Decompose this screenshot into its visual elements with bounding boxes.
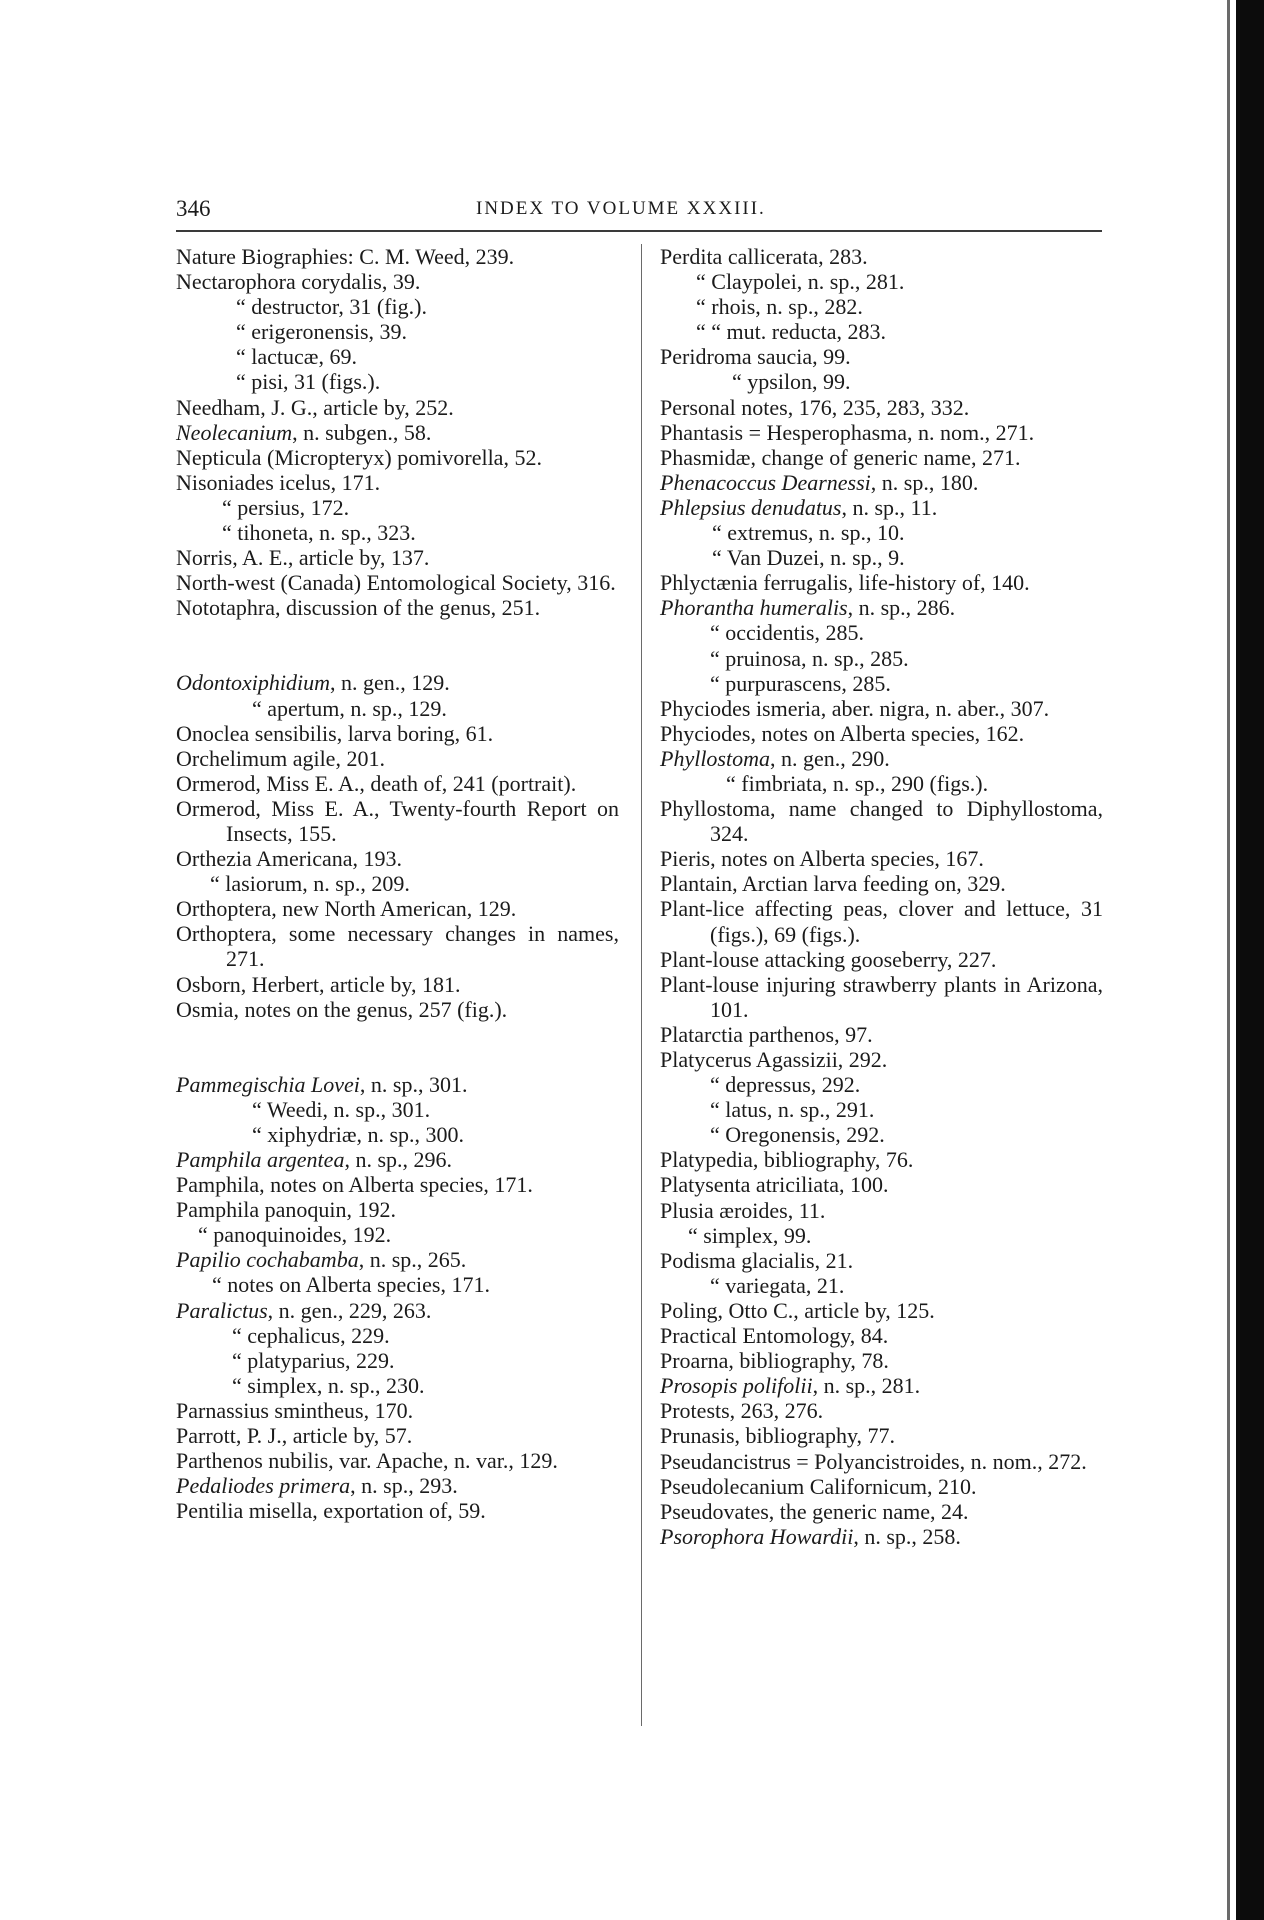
index-entry: “ erigeronensis, 39. (236, 319, 408, 345)
index-entry: Psorophora Howardii, n. sp., 258. (660, 1523, 961, 1549)
index-entry: Pentilia misella, exportation of, 59. (176, 1498, 486, 1524)
index-entry: Plant-louse attacking gooseberry, 227. (660, 946, 997, 972)
index-entry: Peridroma saucia, 99. (660, 344, 851, 370)
index-entry: Parnassius smintheus, 170. (176, 1397, 414, 1423)
index-entry: “ extremus, n. sp., 10. (712, 520, 905, 546)
section-gap (176, 620, 619, 670)
index-entry: Needham, J. G., article by, 252. (176, 394, 454, 420)
index-entry: “ occidentis, 285. (710, 620, 864, 646)
index-entry: Plant-louse injuring strawberry plants in Arizona, 101. (660, 971, 1103, 1022)
index-entry: Platycerus Agassizii, 292. (660, 1047, 888, 1072)
index-entry: “ lactucæ, 69. (236, 344, 357, 370)
index-entry: Proarna, bibliography, 78. (660, 1348, 889, 1374)
index-entry: Pseudolecanium Californicum, 210. (660, 1473, 977, 1499)
index-entry: Orthoptera, some necessary changes in names, 271. (176, 921, 619, 972)
index-entry: Orthoptera, new North American, 129. (176, 896, 517, 922)
index-entry: Phlepsius denudatus, n. sp., 11. (660, 494, 938, 520)
index-entry: “ rhois, n. sp., 282. (696, 294, 863, 320)
index-entry: “ “ mut. reducta, 283. (696, 319, 886, 345)
index-entry: Orthezia Americana, 193. (176, 846, 403, 872)
index-entry: “ Weedi, n. sp., 301. (252, 1096, 431, 1122)
page-header (176, 196, 1102, 226)
index-entry: Neolecanium, n. subgen., 58. (176, 419, 432, 445)
index-entry: Odontoxiphidium, n. gen., 129. (176, 670, 450, 696)
index-entry: Pamphila panoquin, 192. (176, 1197, 396, 1223)
header-rule (176, 230, 1102, 232)
index-entry: “ purpurascens, 285. (710, 670, 891, 696)
index-entry: Pseudovates, the generic name, 24. (660, 1498, 969, 1524)
index-entry: North-west (Canada) Entomological Society, 316. (176, 570, 616, 596)
page-edge (1236, 0, 1264, 1920)
index-entry: Podisma glacialis, 21. (660, 1247, 854, 1273)
index-entry: “ cephalicus, 229. (232, 1322, 390, 1348)
index-entry: Pamphila argentea, n. sp., 296. (176, 1147, 452, 1172)
index-entry: Pammegischia Lovei, n. sp., 301. (176, 1071, 468, 1097)
index-entry: Platarctia parthenos, 97. (660, 1021, 873, 1047)
index-entry: Perdita callicerata, 283. (660, 244, 868, 269)
index-entry: Ormerod, Miss E. A., Twenty-fourth Report on Insects, 155. (176, 795, 619, 846)
index-entry: Practical Entomology, 84. (660, 1323, 889, 1349)
index-entry: “ fimbriata, n. sp., 290 (figs.). (726, 770, 989, 796)
column-divider (641, 244, 642, 1726)
index-entry: Personal notes, 176, 235, 283, 332. (660, 394, 970, 420)
index-entry: “ simplex, n. sp., 230. (232, 1372, 425, 1398)
section-gap (176, 1022, 619, 1072)
index-entry: Phantasis = Hesperophasma, n. nom., 271. (660, 419, 1035, 445)
index-entry: Nectarophora corydalis, 39. (176, 269, 421, 295)
index-entry: “ depressus, 292. (710, 1072, 861, 1098)
index-entry: Papilio cochabamba, n. sp., 265. (176, 1247, 467, 1273)
index-entry: Platysenta atriciliata, 100. (660, 1172, 889, 1198)
index-entry: Paralictus, n. gen., 229, 263. (176, 1297, 432, 1323)
index-entry: Plant-lice affecting peas, clover and lettuce, 31 (figs.), 69 (figs.). (660, 896, 1103, 947)
index-entry: Osborn, Herbert, article by, 181. (176, 971, 461, 997)
index-column-right (660, 244, 1103, 1549)
index-entry: “ simplex, 99. (688, 1222, 812, 1248)
index-entry: Nototaphra, discussion of the genus, 251. (176, 595, 541, 621)
index-column-left (176, 244, 619, 1523)
index-entry: Ormerod, Miss E. A., death of, 241 (portrait). (176, 770, 577, 796)
index-entry: “ pisi, 31 (figs.). (236, 369, 381, 395)
index-entry: “ Van Duzei, n. sp., 9. (712, 545, 905, 571)
index-entry: Phyllostoma, name changed to Diphyllostoma, 324. (660, 796, 1103, 847)
running-title: INDEX TO VOLUME XXXIII. (476, 198, 766, 219)
index-entry: “ latus, n. sp., 291. (710, 1097, 875, 1123)
index-entry: “ persius, 172. (222, 494, 350, 520)
index-entry: Phyciodes ismeria, aber. nigra, n. aber., 307. (660, 695, 1050, 721)
index-entry: Plantain, Arctian larva feeding on, 329. (660, 871, 1006, 897)
index-entry: “ xiphydriæ, n. sp., 300. (252, 1121, 465, 1147)
index-entry: Prunasis, bibliography, 77. (660, 1423, 896, 1449)
page-number: 346 (176, 196, 211, 221)
index-entry: Pedaliodes primera, n. sp., 293. (176, 1473, 458, 1499)
index-entry: Protests, 263, 276. (660, 1398, 824, 1424)
index-entry: “ lasiorum, n. sp., 209. (210, 871, 410, 897)
index-entry: Onoclea sensibilis, larva boring, 61. (176, 720, 494, 746)
index-entry: “ Oregonensis, 292. (710, 1122, 885, 1148)
index-entry: Pamphila, notes on Alberta species, 171. (176, 1172, 533, 1198)
index-entry: Orchelimum agile, 201. (176, 745, 385, 771)
index-entry: Phorantha humeralis, n. sp., 286. (660, 595, 956, 621)
index-entry: “ notes on Alberta species, 171. (212, 1272, 490, 1298)
index-entry: “ variegata, 21. (710, 1272, 845, 1298)
index-entry: Parrott, P. J., article by, 57. (176, 1423, 413, 1449)
index-entry: Parthenos nubilis, var. Apache, n. var., 129. (176, 1448, 558, 1474)
index-entry: “ ypsilon, 99. (732, 369, 851, 395)
index-entry: Plusia æroides, 11. (660, 1197, 826, 1223)
index-entry: Phenacoccus Dearnessi, n. sp., 180. (660, 469, 979, 495)
index-entry: “ Claypolei, n. sp., 281. (696, 269, 905, 295)
index-entry: Phlyctænia ferrugalis, life-history of, 140. (660, 570, 1030, 596)
index-entry: Pieris, notes on Alberta species, 167. (660, 846, 984, 872)
index-entry: “ platyparius, 229. (232, 1347, 395, 1373)
index-entry: Platypedia, bibliography, 76. (660, 1147, 914, 1173)
index-entry: Pseudancistrus = Polyancistroides, n. nom., 272. (660, 1448, 1087, 1474)
page-edge-line (1227, 0, 1230, 1920)
index-entry: “ apertum, n. sp., 129. (252, 695, 447, 721)
index-entry: Nepticula (Micropteryx) pomivorella, 52. (176, 444, 542, 470)
index-entry: Poling, Otto C., article by, 125. (660, 1297, 935, 1323)
index-entry: Osmia, notes on the genus, 257 (fig.). (176, 996, 508, 1022)
index-entry: “ tihoneta, n. sp., 323. (222, 520, 416, 546)
index-entry: Nature Biographies: C. M. Weed, 239. (176, 244, 515, 269)
index-entry: “ destructor, 31 (fig.). (236, 294, 427, 320)
index-entry: Norris, A. E., article by, 137. (176, 545, 430, 571)
index-entry: Prosopis polifolii, n. sp., 281. (660, 1373, 921, 1399)
index-entry: “ panoquinoides, 192. (198, 1222, 392, 1248)
index-entry: Phyciodes, notes on Alberta species, 162. (660, 720, 1025, 746)
index-entry: “ pruinosa, n. sp., 285. (710, 645, 909, 671)
index-entry: Phyllostoma, n. gen., 290. (660, 745, 890, 771)
index-entry: Nisoniades icelus, 171. (176, 469, 381, 495)
index-entry: Phasmidæ, change of generic name, 271. (660, 444, 1021, 470)
